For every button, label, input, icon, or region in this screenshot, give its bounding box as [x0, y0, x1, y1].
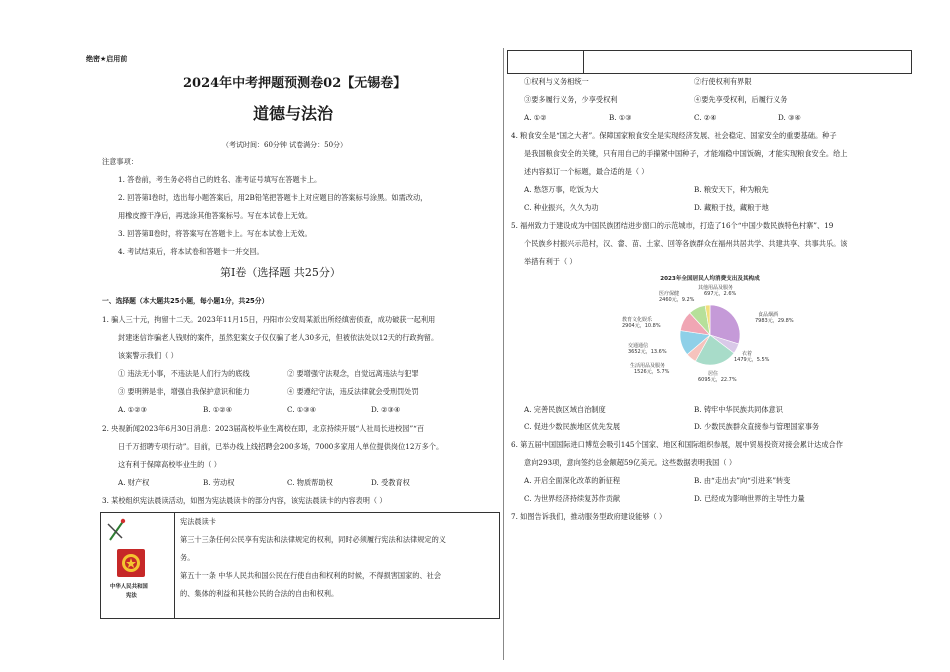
pie-label: 交通通信: [628, 343, 649, 349]
q2-line: 这有利于保障高校毕业生的（ ）: [118, 460, 221, 469]
q6-choice-d[interactable]: D. 已经成为影响世界的主导性力量: [694, 494, 805, 503]
note-item: 4. 考试结束后，将本试卷和答题卡一并交回。: [118, 247, 264, 256]
pie-label: 生活用品及服务: [630, 363, 666, 369]
q1-line: 封建迷信诈骗老人钱财的案件，虽然犯案女子仅仅骗了老人30多元，但被依法处以12天的行政拘留。: [118, 333, 439, 342]
q3-choice-c[interactable]: C. ②④: [694, 113, 717, 122]
card-line: 务。: [180, 553, 195, 562]
subject-title: 道德与法治: [253, 104, 334, 123]
pie-label: 697元，2.6%: [704, 291, 737, 297]
secret-mark: 绝密★启用前: [86, 55, 128, 63]
pie-label: 7983元，29.8%: [755, 318, 794, 324]
q4-line: 4. 粮食安全是“国之大者”。保障国家粮食安全是实现经济发展、社会稳定、国家安全的重要基础。种子: [511, 131, 837, 140]
q1-option: ③ 要明辨是非，增强自我保护意识和能力: [118, 387, 250, 396]
section1-instruction: 一、选择题（本大题共25小题，每小题1分，共25分）: [102, 297, 269, 305]
q1-choice-d[interactable]: D. ②③④: [371, 405, 401, 414]
q2-line: 日千万招聘专项行动”。目前，已举办线上线招聘会200多场，7000多家用人单位提供岗位12万多个。: [118, 442, 444, 451]
q2-choice-c[interactable]: C. 物质帮助权: [287, 478, 333, 487]
q3-choice-d[interactable]: D. ③④: [778, 113, 801, 122]
exam-info: （考试时间：60分钟 试卷满分：50分）: [222, 141, 348, 149]
section1-title: 第Ⅰ卷（选择题 共25分）: [220, 266, 341, 279]
q1-line: 该案警示我们（ ）: [118, 351, 178, 360]
q7-line: 7. 如图告诉我们，推动服务型政府建设能够（ ）: [511, 512, 667, 521]
q4-choice-a[interactable]: A. 愁怨万事，吃饭为大: [524, 185, 599, 194]
book-caption: 宪法: [126, 593, 137, 599]
q2-choice-a[interactable]: A. 财产权: [118, 478, 150, 487]
q5-line: 举措有利于（ ）: [524, 257, 577, 266]
pie-label: 2904元，10.8%: [622, 323, 661, 329]
q6-choice-c[interactable]: C. 为世界经济持续复苏作贡献: [524, 494, 621, 503]
q4-choice-d[interactable]: D. 藏粮于技，藏粮于地: [694, 203, 769, 212]
card-line: 第五十一条 中华人民共和国公民在行使自由和权利的时候，不得损害国家的、社会: [180, 571, 442, 580]
q3-option: ③要多履行义务，少享受权利: [524, 95, 618, 104]
q2-line: 2. 央视新闻2023年6月30日消息：2023届高校毕业生离校在即，北京持续开展“人社局长进校园”“百: [102, 424, 425, 433]
q6-line: 6. 第五届中国国际进口博览会吸引145个国家、地区和国际组织参展，展中贸易投资对接会累计达成合作: [511, 440, 843, 449]
q5-choice-c[interactable]: C. 促进少数民族地区优先发展: [524, 422, 621, 431]
q4-line: 是我国粮食安全的关键，只有用自己的手攥紧中国种子，才能端稳中国饭碗，才能实现粮食安全。给上: [524, 149, 848, 158]
q3-line: 3. 某校组织宪法晨读活动，如图为宪法晨读卡的部分内容，该宪法晨读卡的内容表明（ ）: [102, 496, 387, 505]
pie-label: 食品烟酒: [758, 312, 779, 318]
exam-title: 2024年中考押题预测卷02【无锡卷】: [183, 76, 407, 91]
q5-line: 5. 福州致力于建设成为中国民族团结进步窗口的示范城市，打造了16个“中国少数民族特色村寨”、19: [511, 221, 834, 230]
q1-choice-b[interactable]: B. ①②④: [203, 405, 233, 414]
notes-title: 注意事项：: [102, 157, 138, 166]
q3-option: ④要先享受权利，后履行义务: [694, 95, 788, 104]
table-continuation-divider: [583, 50, 584, 74]
card-line: 第三十三条任何公民享有宪法和法律规定的权利，同时必须履行宪法和法律规定的义: [180, 535, 446, 544]
q4-choice-b[interactable]: B. 粮安天下，种为粮先: [694, 185, 769, 194]
pie-label: 2460元，9.2%: [659, 297, 695, 303]
national-emblem-icon: [117, 549, 145, 577]
q3-choice-b[interactable]: B. ①③: [609, 113, 632, 122]
pie-label: 6095元，22.7%: [698, 377, 737, 383]
pie-label: 医疗保健: [659, 291, 680, 297]
q4-line: 述内容拟订一个标题，最合适的是（ ）: [524, 167, 649, 176]
pie-label: 衣着: [742, 351, 753, 357]
q5-line: 个民族乡村振兴示范村，汉、畲、苗、土家、回等各族群众在福州共居共学、共建共享、共事共乐。该: [524, 239, 848, 248]
note-item: 1. 答卷前，考生务必将自己的姓名、准考证号填写在答题卡上。: [118, 175, 322, 184]
column-divider: [503, 48, 504, 660]
q3-option: ②行使权利有界限: [694, 77, 752, 86]
pie-label: 教育文化娱乐: [622, 317, 653, 323]
pie-label: 1526元，5.7%: [634, 369, 670, 375]
q1-choice-c[interactable]: C. ①③④: [287, 405, 317, 414]
q1-option: ② 要增强守法观念，自觉远离违法与犯罪: [287, 369, 419, 378]
pie-label: 3652元，13.6%: [628, 349, 667, 355]
q4-choice-c[interactable]: C. 种业振兴，久久为功: [524, 203, 599, 212]
note-item: 3. 回答第Ⅱ卷时，将答案写在答题卡上。写在本试卷上无效。: [118, 229, 312, 238]
note-item: 用橡皮擦干净后，再选涂其他答案标号。写在本试卷上无效。: [118, 211, 313, 220]
q1-choice-a[interactable]: A. ①②③: [118, 405, 148, 414]
constitution-card: [100, 512, 500, 619]
pie-label: 其他用品及服务: [698, 285, 734, 291]
card-title: 宪法晨读卡: [180, 517, 216, 526]
q2-choice-d[interactable]: D. 受教育权: [371, 478, 410, 487]
reading-icon: [106, 516, 128, 542]
q6-line: 意向293项，意向签约总金额超59亿美元。这些数据表明我国（ ）: [524, 458, 737, 467]
q5-choice-d[interactable]: D. 少数民族群众直接参与管理国家事务: [694, 422, 820, 431]
q6-choice-a[interactable]: A. 开启全面深化改革的新征程: [524, 476, 621, 485]
pie-label: 居住: [708, 371, 719, 377]
q3-option: ①权利与义务相统一: [524, 77, 589, 86]
pie-label: 1479元，5.5%: [734, 357, 770, 363]
card-line: 的、集体的利益和其他公民的合法的自由和权利。: [180, 589, 339, 598]
q1-option: ① 违法无小事，不违法是人们行为的底线: [118, 369, 250, 378]
note-item: 2. 回答第Ⅰ卷时，选出每小题答案后，用2B铅笔把答题卡上对应题目的答案标号涂黑。如需改动，: [118, 193, 428, 202]
q5-choice-a[interactable]: A. 完善民族区域自治制度: [524, 405, 606, 414]
q1-line: 1. 骗人三十元，拘留十二天。2023年11月15日，丹阳市公安局某派出所经缜密侦查，成功破获一起利用: [102, 315, 436, 324]
q2-choice-b[interactable]: B. 劳动权: [203, 478, 235, 487]
card-divider: [174, 512, 175, 618]
table-continuation: [507, 50, 912, 74]
book-caption: 中华人民共和国: [110, 584, 148, 590]
q6-choice-b[interactable]: B. 由“走出去”向“引进来”转变: [694, 476, 791, 485]
chart-title: 2023年全国居民人均消费支出及其构成: [660, 276, 760, 282]
consumption-pie-chart: [610, 273, 810, 393]
q1-option: ④ 要遵纪守法，违反法律就会受刑罚处罚: [287, 387, 419, 396]
q5-choice-b[interactable]: B. 铸牢中华民族共同体意识: [694, 405, 783, 414]
q3-choice-a[interactable]: A. ①②: [524, 113, 547, 122]
